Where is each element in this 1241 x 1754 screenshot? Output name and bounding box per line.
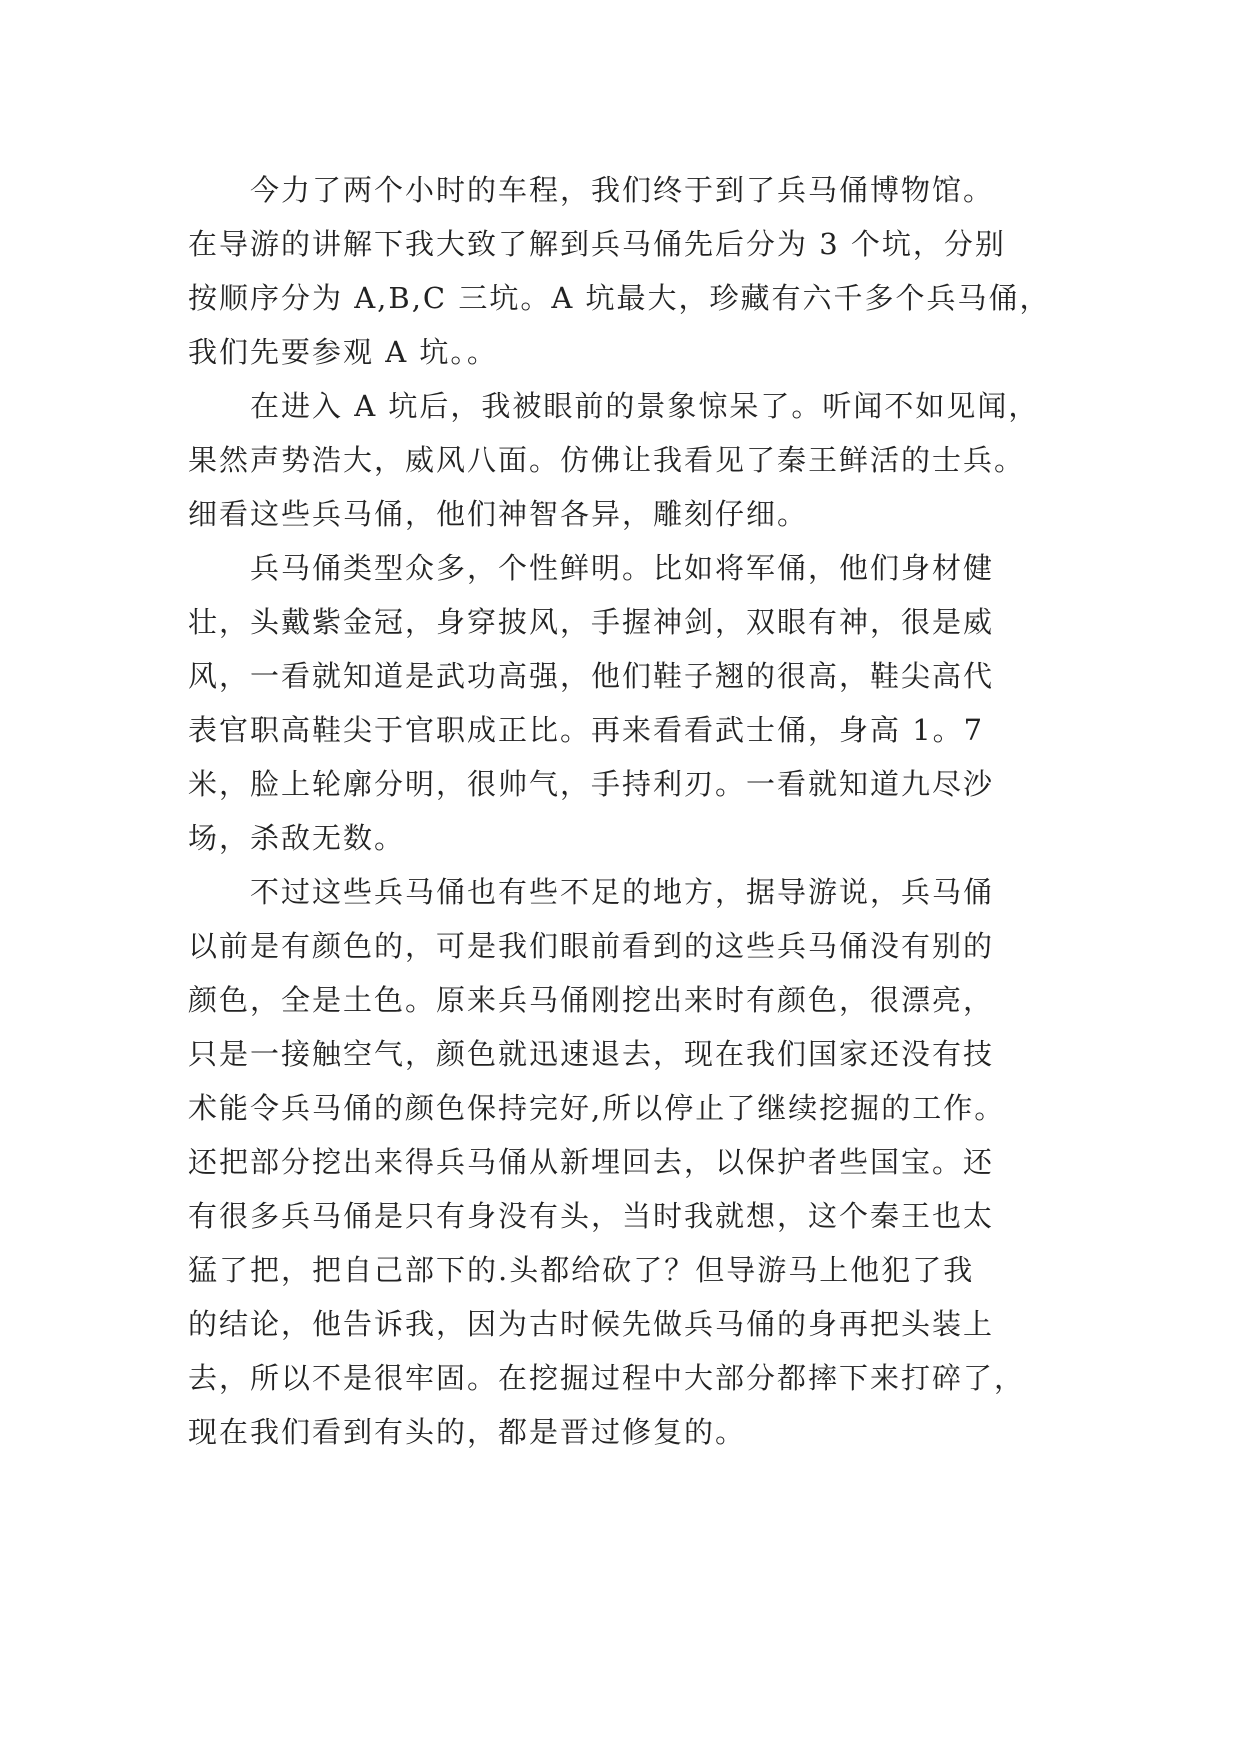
article-body bbox=[188, 163, 1068, 1459]
paragraph-1: 今力了两个小时的车程，我们终于到了兵马俑博物馆。 在导游的讲解下我大致了解到兵马俑先后分为 3 个坑，分别 按顺序分为 A,B,C 三坑。A 坑最大，珍藏有六千多个兵马俑， 我们先要参观 A 坑。。 bbox=[188, 173, 1051, 369]
paragraph-3: 兵马俑类型众多，个性鲜明。比如将军俑，他们身材健 壮，头戴紫金冠，身穿披风，手握神剑，双眼有神，很是威 风，一看就知道是武功高强，他们鞋子翘的很高，鞋尖高代 表官职高鞋尖于官职成正比。再来看看武士俑，身高 1。7 米，脸上轮廓分明，很帅气，手持利刃。一看就知道九尽沙 场，杀敌无数。 bbox=[188, 551, 995, 855]
paragraph-2: 在进入 A 坑后，我被眼前的景象惊呆了。听闻不如见闻， 果然声势浩大，威风八面。仿佛让我看见了秦王鲜活的士兵。 细看这些兵马俑，他们神智各异，雕刻仔细。 bbox=[188, 389, 1040, 531]
paragraph-4: 不过这些兵马俑也有些不足的地方，据导游说，兵马俑 以前是有颜色的，可是我们眼前看到的这些兵马俑没有别的 颜色，全是土色。原来兵马俑刚挖出来时有颜色，很漂亮， 只是一接触空气，颜色就迅速退去，现在我们国家还没有技 术能令兵马俑的颜色保持完好,所以停止了继续挖掘的工作。 还把部分挖出来得兵马俑从新埋回去，以保护者些国宝。还 有很多兵马俑是只有身没有头，当时我就想，这个秦王也太 猛了把，把自己部下的.头都给砍了？但导游马上他犯了我 的结论，他告诉我，因为古时候先做兵马俑的身再把头装上 去，所以不是很牢固。在挖掘过程中大部分都摔下来打碎了， 现在我们看到有头的，都是晋过修复的。 bbox=[188, 875, 1026, 1449]
